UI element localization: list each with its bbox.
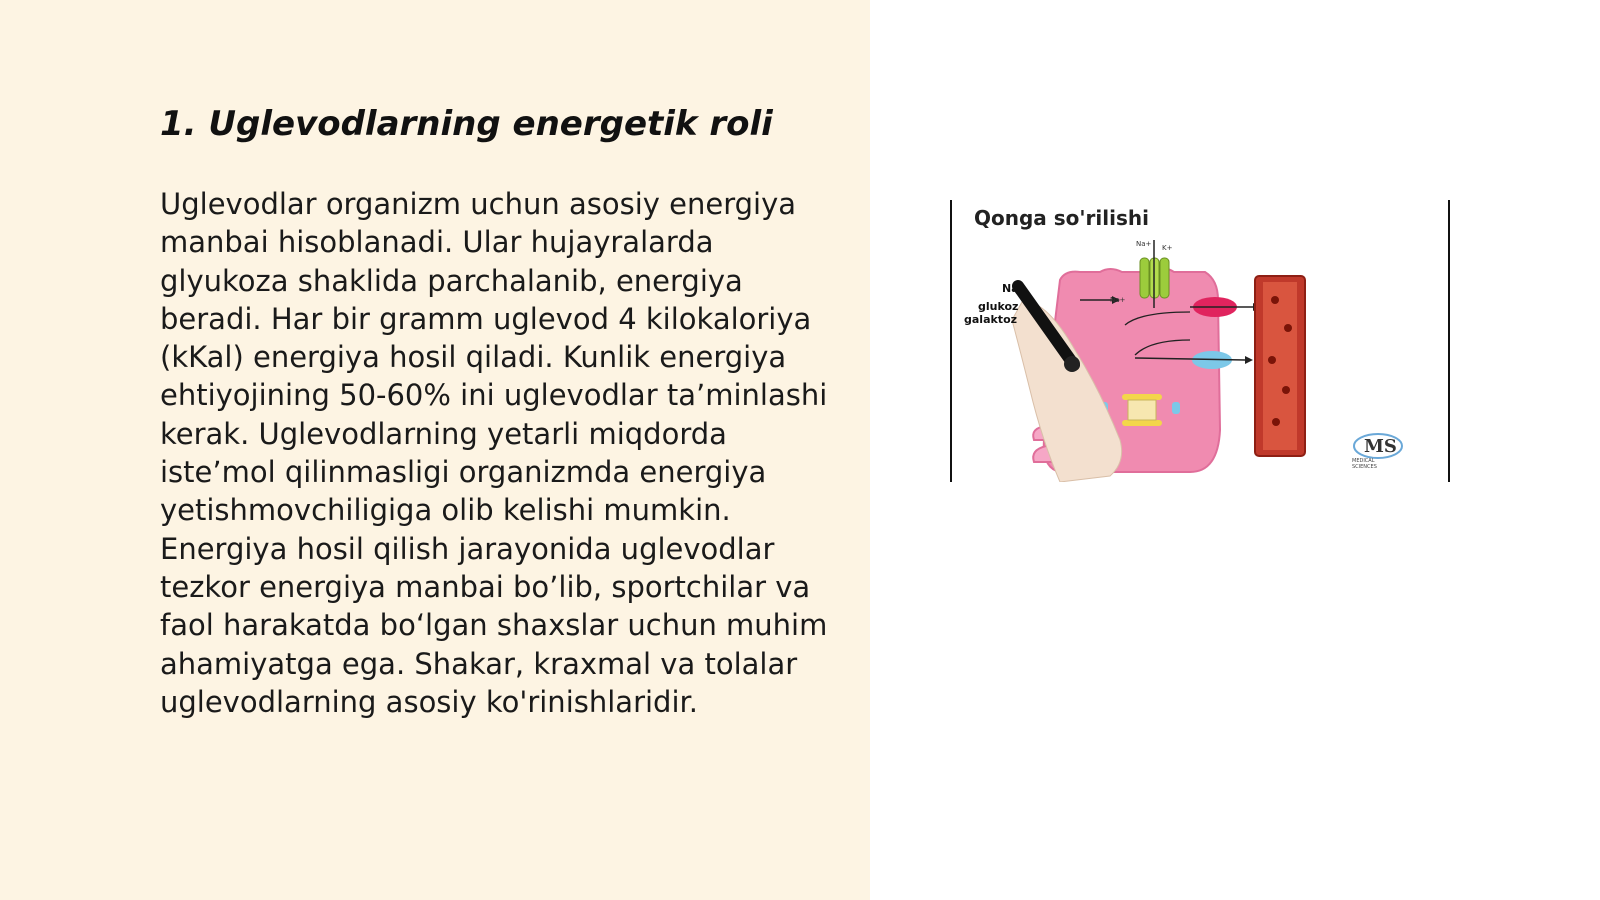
absorption-illustration [950,200,1450,482]
galactose-label: galaktoz [964,313,1018,326]
glucose-label: glukoz [978,300,1019,313]
na-plus-inner-label: Na+ [1110,296,1126,304]
logo-text: MS [1364,436,1397,457]
logo-subtext-1: MEDICAL [1352,458,1375,464]
absorption-diagram [950,200,1450,482]
slide-title: 1. Uglevodlarning energetik roli [160,104,773,144]
na-label: Na [1002,282,1019,295]
na-plus-label: Na+ [1136,240,1152,248]
k-plus-label: K+ [1162,244,1173,252]
slide-body-text: Uglevodlar organizm uchun asosiy energiya manbai hisoblanadi. Ular hujayralarda glyukoza shaklida parchalanib, energiya beradi. Har bir gramm uglevod 4 kilokaloriya (kKal) energiya hosil qiladi. Kunlik energiya ehtiyojining 50-60% ini uglevodlar ta’minlashi kerak. Uglevodlarning yetarli miqdorda iste’mol qilinmasligi organizmda energiya yetishmovchiligiga olib kelishi mumkin. Energiya hosil qilish jarayonida uglevodlar tezkor energiya manbai bo’lib, sportchilar va faol harakatda bo‘lgan shaxslar uchun muhim ahamiyatga ega. Shakar, kraxmal va tolalar uglevodlarning asosiy ko'rinishlaridir. [160,187,828,719]
logo-subtext-2: SCIENCES [1352,464,1377,470]
figure-caption: Qonga so'rilishi [974,206,1149,230]
medical-sciences-logo [1352,434,1402,470]
